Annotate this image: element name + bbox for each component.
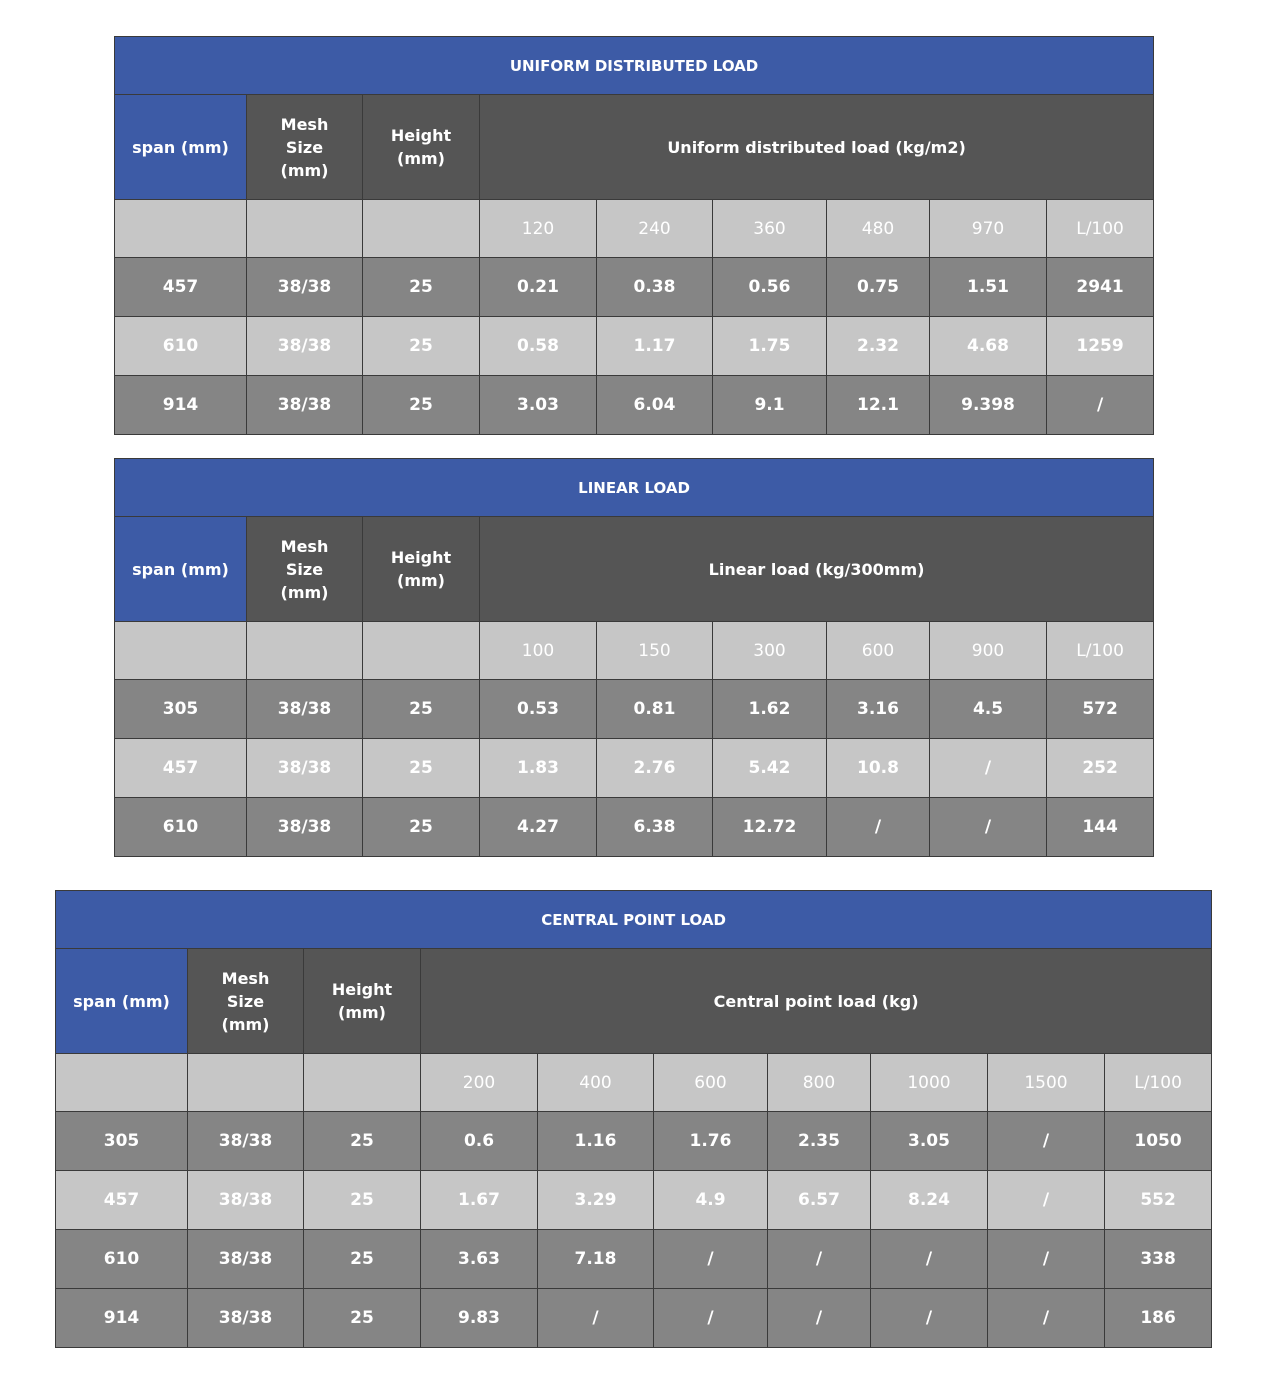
cell: 914 — [115, 376, 247, 435]
cell: 7.18 — [538, 1230, 654, 1289]
span-header: span (mm) — [115, 517, 247, 622]
load-values-row — [56, 1054, 1212, 1112]
cell: 9.83 — [421, 1289, 538, 1348]
cell: 38/38 — [247, 258, 363, 317]
empty-cell — [247, 622, 363, 680]
load-values-row — [115, 622, 1154, 680]
cell: 8.24 — [871, 1171, 988, 1230]
cell: 1.75 — [713, 317, 827, 376]
cell: 457 — [115, 258, 247, 317]
empty-cell — [247, 200, 363, 258]
table-row — [56, 1289, 1212, 1348]
cell: 38/38 — [188, 1230, 304, 1289]
load-value: 300 — [713, 622, 827, 680]
cell: / — [988, 1230, 1105, 1289]
cell: 38/38 — [247, 739, 363, 798]
cell: 0.6 — [421, 1112, 538, 1171]
cell: 3.63 — [421, 1230, 538, 1289]
cell: 12.72 — [713, 798, 827, 857]
height-header: Height (mm) — [304, 949, 421, 1054]
empty-cell — [115, 200, 247, 258]
cell: 25 — [363, 317, 480, 376]
cell: 2.76 — [597, 739, 713, 798]
cell: 338 — [1105, 1230, 1212, 1289]
cell: / — [988, 1171, 1105, 1230]
table-row — [115, 680, 1154, 739]
table-row — [115, 739, 1154, 798]
cell: 25 — [304, 1289, 421, 1348]
cell: 0.56 — [713, 258, 827, 317]
cell: 0.58 — [480, 317, 597, 376]
cell: 610 — [56, 1230, 188, 1289]
empty-cell — [363, 622, 480, 680]
load-value: L/100 — [1047, 622, 1154, 680]
load-header: Central point load (kg) — [421, 949, 1212, 1054]
load-value: 800 — [768, 1054, 871, 1112]
cell: / — [988, 1112, 1105, 1171]
cell: 38/38 — [247, 680, 363, 739]
cell: 5.42 — [713, 739, 827, 798]
linear-load-table — [114, 458, 1154, 857]
cell: 0.53 — [480, 680, 597, 739]
cell: 10.8 — [827, 739, 930, 798]
cell: 3.03 — [480, 376, 597, 435]
load-header: Uniform distributed load (kg/m2) — [480, 95, 1154, 200]
cell: 25 — [304, 1112, 421, 1171]
table-row — [56, 1230, 1212, 1289]
cell: 38/38 — [188, 1171, 304, 1230]
load-header: Linear load (kg/300mm) — [480, 517, 1154, 622]
load-value: 970 — [930, 200, 1047, 258]
table-row — [56, 1112, 1212, 1171]
cell: / — [871, 1289, 988, 1348]
cell: / — [930, 798, 1047, 857]
cell: 38/38 — [188, 1112, 304, 1171]
load-value: 480 — [827, 200, 930, 258]
cell: 9.1 — [713, 376, 827, 435]
cell: 610 — [115, 317, 247, 376]
cell: 25 — [363, 739, 480, 798]
cell: 1.76 — [654, 1112, 768, 1171]
load-value: 1000 — [871, 1054, 988, 1112]
cell: 186 — [1105, 1289, 1212, 1348]
empty-cell — [56, 1054, 188, 1112]
cell: 1.67 — [421, 1171, 538, 1230]
height-header: Height (mm) — [363, 95, 480, 200]
table-row — [56, 1171, 1212, 1230]
cell: 1.83 — [480, 739, 597, 798]
cell: 2.32 — [827, 317, 930, 376]
load-values-row — [115, 200, 1154, 258]
cell: 25 — [363, 376, 480, 435]
cell: 25 — [304, 1171, 421, 1230]
cell: / — [538, 1289, 654, 1348]
cell: 610 — [115, 798, 247, 857]
table-row — [115, 376, 1154, 435]
cell: 6.04 — [597, 376, 713, 435]
load-value: 200 — [421, 1054, 538, 1112]
load-value: 150 — [597, 622, 713, 680]
cell: 6.57 — [768, 1171, 871, 1230]
cell: 25 — [304, 1230, 421, 1289]
cell: 0.21 — [480, 258, 597, 317]
span-header: span (mm) — [56, 949, 188, 1054]
table-title: UNIFORM DISTRIBUTED LOAD — [115, 37, 1154, 95]
cell: / — [768, 1289, 871, 1348]
height-header: Height (mm) — [363, 517, 480, 622]
span-header: span (mm) — [115, 95, 247, 200]
cell: 2.35 — [768, 1112, 871, 1171]
load-value: 240 — [597, 200, 713, 258]
table-row — [115, 317, 1154, 376]
cell: 12.1 — [827, 376, 930, 435]
cell: 0.75 — [827, 258, 930, 317]
cell: 457 — [56, 1171, 188, 1230]
empty-cell — [363, 200, 480, 258]
cell: 4.27 — [480, 798, 597, 857]
cell: / — [768, 1230, 871, 1289]
load-value: 600 — [654, 1054, 768, 1112]
cell: / — [988, 1289, 1105, 1348]
cell: 4.5 — [930, 680, 1047, 739]
uniform-distributed-load-table — [114, 36, 1154, 435]
cell: 3.16 — [827, 680, 930, 739]
cell: 25 — [363, 258, 480, 317]
cell: / — [871, 1230, 988, 1289]
cell: 2941 — [1047, 258, 1154, 317]
load-value: 120 — [480, 200, 597, 258]
cell: / — [1047, 376, 1154, 435]
table-title: LINEAR LOAD — [115, 459, 1154, 517]
cell: 4.9 — [654, 1171, 768, 1230]
empty-cell — [304, 1054, 421, 1112]
load-value: L/100 — [1105, 1054, 1212, 1112]
cell: / — [654, 1289, 768, 1348]
cell: 38/38 — [247, 376, 363, 435]
cell: 1.17 — [597, 317, 713, 376]
table-title: CENTRAL POINT LOAD — [56, 891, 1212, 949]
cell: 25 — [363, 680, 480, 739]
load-value: 100 — [480, 622, 597, 680]
cell: 25 — [363, 798, 480, 857]
cell: / — [827, 798, 930, 857]
cell: 914 — [56, 1289, 188, 1348]
load-value: 900 — [930, 622, 1047, 680]
cell: 38/38 — [188, 1289, 304, 1348]
central-point-load-table — [55, 890, 1212, 1348]
cell: 457 — [115, 739, 247, 798]
cell: 38/38 — [247, 317, 363, 376]
cell: 252 — [1047, 739, 1154, 798]
load-value: 1500 — [988, 1054, 1105, 1112]
cell: 4.68 — [930, 317, 1047, 376]
cell: / — [654, 1230, 768, 1289]
load-value: 360 — [713, 200, 827, 258]
cell: 9.398 — [930, 376, 1047, 435]
load-value: 600 — [827, 622, 930, 680]
cell: 6.38 — [597, 798, 713, 857]
empty-cell — [188, 1054, 304, 1112]
mesh-size-header: Mesh Size (mm) — [247, 517, 363, 622]
cell: 1.16 — [538, 1112, 654, 1171]
cell: 1050 — [1105, 1112, 1212, 1171]
cell: 1.51 — [930, 258, 1047, 317]
mesh-size-header: Mesh Size (mm) — [247, 95, 363, 200]
cell: 3.29 — [538, 1171, 654, 1230]
empty-cell — [115, 622, 247, 680]
cell: 0.38 — [597, 258, 713, 317]
mesh-size-header: Mesh Size (mm) — [188, 949, 304, 1054]
cell: 0.81 — [597, 680, 713, 739]
cell: / — [930, 739, 1047, 798]
cell: 3.05 — [871, 1112, 988, 1171]
cell: 1259 — [1047, 317, 1154, 376]
cell: 552 — [1105, 1171, 1212, 1230]
cell: 144 — [1047, 798, 1154, 857]
cell: 305 — [115, 680, 247, 739]
table-row — [115, 258, 1154, 317]
load-value: L/100 — [1047, 200, 1154, 258]
table-row — [115, 798, 1154, 857]
cell: 38/38 — [247, 798, 363, 857]
cell: 572 — [1047, 680, 1154, 739]
cell: 305 — [56, 1112, 188, 1171]
load-value: 400 — [538, 1054, 654, 1112]
cell: 1.62 — [713, 680, 827, 739]
